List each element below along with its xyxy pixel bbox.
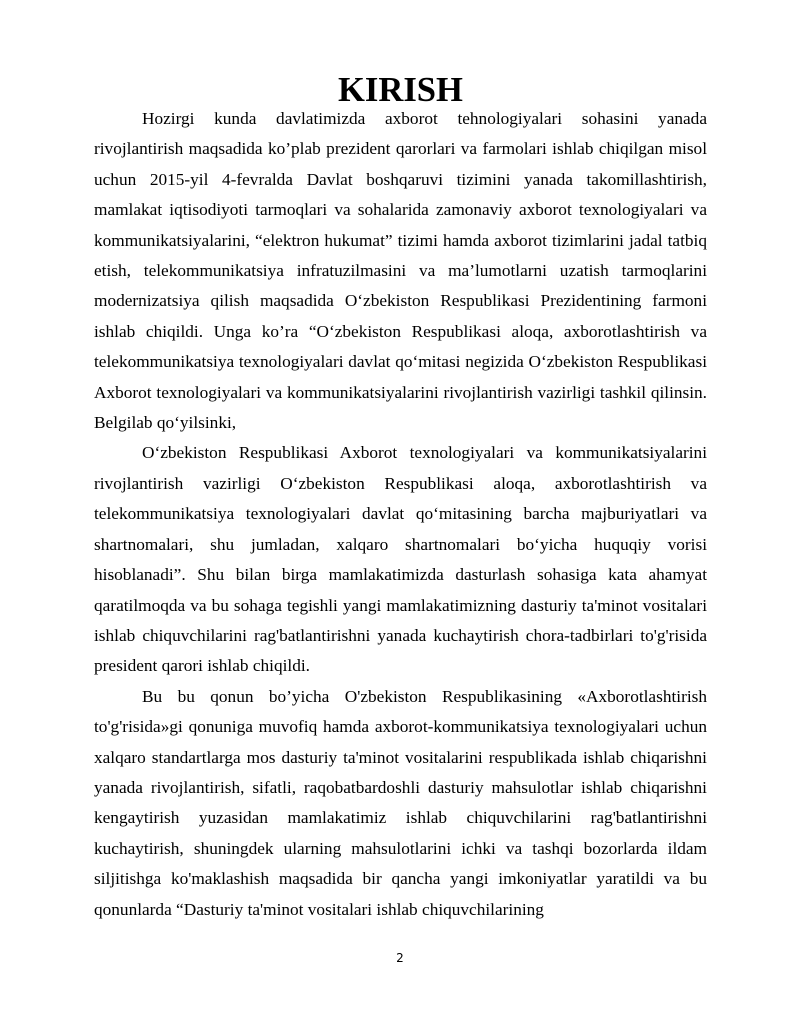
document-title: KIRISH [338, 71, 463, 109]
page-number: 2 [396, 951, 404, 965]
paragraph-2: O‘zbekiston Respublikasi Axborot texnologiyalari va kommunikatsiyalarini rivojlantirish vazirligi O‘zbekiston Respublikasi aloqa, axborotlashtirish va telekommunikatsiya texnologiyalari davlat qo‘mitasining barcha majburiyatlari va shartnomalari, shu jumladan, xalqaro shartnomalari bo‘yicha huquqiy vorisi hisoblanadi”. Shu bilan birga mamlakatimizda dasturlash sohasiga kata ahamyat qaratilmoqda va bu sohaga tegishli yangi mamlakatimizning dasturiy ta'minot vositalari ishlab chiquvchilarini rag'batlantirishni yanada kuchaytirish chora-tadbirlari to'g'risida president qarori ishlab chiqildi. [94, 443, 707, 676]
document-body [94, 71, 707, 925]
paragraph-3: Bu bu qonun bo’yicha O'zbekiston Respublikasining «Axborotlashtirish to'g'risida»gi qonuniga muvofiq hamda axborot-kommunikatsiya texnologiyalari uchun xalqaro standartlarga mos dasturiy ta'minot vositalarini respublikada ishlab chiqarishni yanada rivojlantirish, sifatli, raqobatbardoshli dasturiy mahsulotlar ishlab chiqarishni kengaytirish yuzasidan mamlakatimiz ishlab chiquvchilarini rag'batlantirishni kuchaytirish, shuningdek ularning mahsulotlarini ichki va tashqi bozorlarda ildam siljitishga ko'maklashish maqsadida bir qancha yangi imkoniyatlar yaratildi va bu qonunlarda “Dasturiy ta'minot vositalari ishlab chiquvchilarining [94, 686, 707, 919]
paragraph-1: Hozirgi kunda davlatimizda axborot tehnologiyalari sohasini yanada rivojlantirish maqsadida ko’plab prezident qarorlari va farmolari ishlab chiqilgan misol uchun 2015-yil 4-fevralda Davlat boshqaruvi tizimini yanada takomillashtirish, mamlakat iqtisodiyoti tarmoqlari va sohalarida zamonaviy axborot texnologiyalari va kommunikatsiyalarini, “elektron hukumat” tizimi hamda axborot tizimlarini jadal tatbiq etish, telekommunikatsiya infratuzilmasini va ma’lumotlarni uzatish tarmoqlarini modernizatsiya qilish maqsadida O‘zbekiston Respublikasi Prezidentining farmoni ishlab chiqildi. Unga ko’ra “O‘zbekiston Respublikasi aloqa, axborotlashtirish va telekommunikatsiya texnologiyalari davlat qo‘mitasi negizida O‘zbekiston Respublikasi Axborot texnologiyalari va kommunikatsiyalarini rivojlantirish vazirligi tashkil qilinsin. Belgilab qo‘yilsinki, [94, 109, 707, 433]
